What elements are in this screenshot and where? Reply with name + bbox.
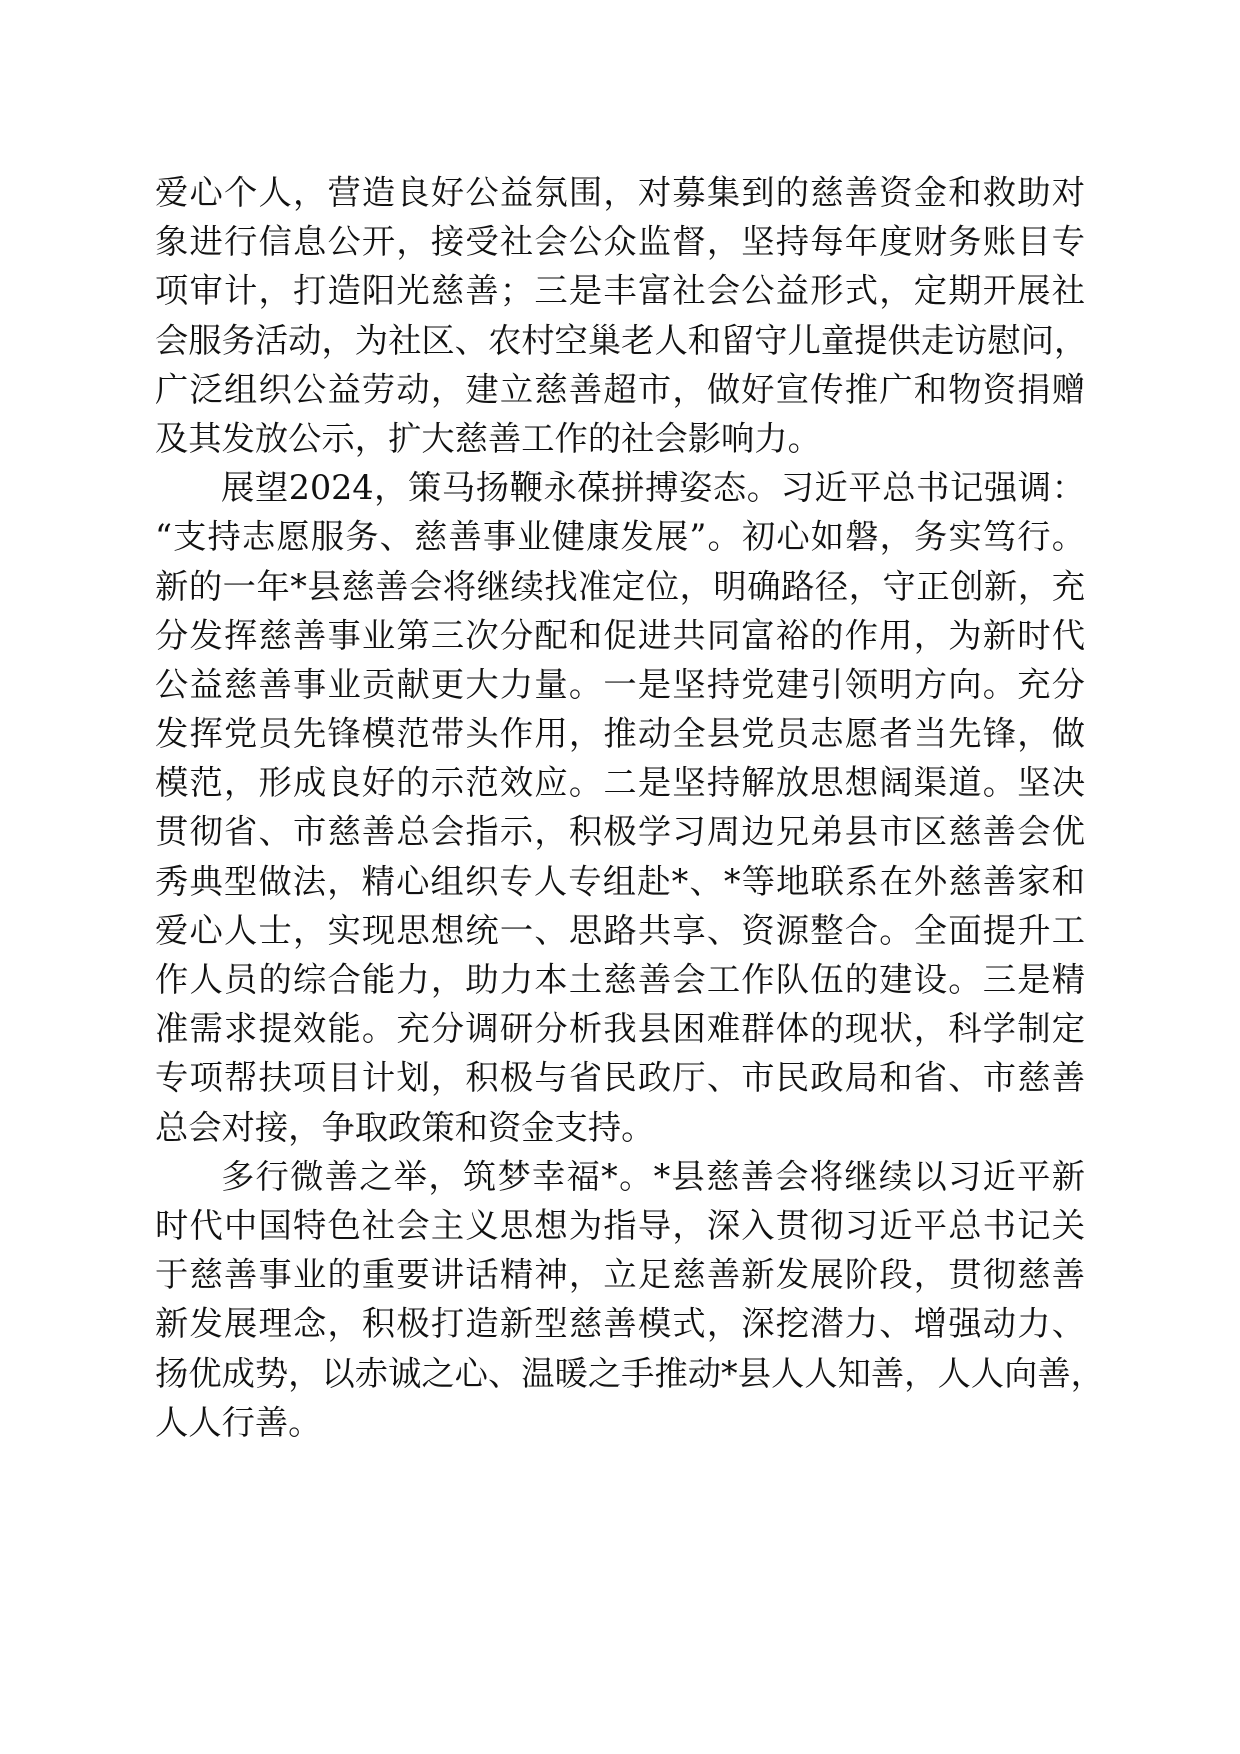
paragraph-line-6: 及其发放公示，扩大慈善工作的社会影响力。: [155, 418, 821, 458]
paragraph-line-14: 贯彻省、市慈善总会指示，积极学习周边兄弟县市区慈善会优: [155, 812, 1085, 852]
paragraph-line-24: 新发展理念，积极打造新型慈善模式，深挖潜力、增强动力、: [155, 1304, 1085, 1344]
paragraph-line-10: 分发挥慈善事业第三次分配和促进共同富裕的作用，为新时代: [155, 615, 1085, 655]
paragraph-line-22: 时代中国特色社会主义思想为指导，深入贯彻习近平总书记关: [155, 1205, 1085, 1245]
paragraph-line-26: 人人行善。: [155, 1402, 322, 1442]
paragraph-line-21: 多行微善之举，筑梦幸福*。*县慈善会将继续以习近平新: [221, 1156, 1085, 1196]
paragraph-line-12: 发挥党员先锋模范带头作用，推动全县党员志愿者当先锋，做: [155, 714, 1085, 754]
paragraph-line-25: 扬优成势，以赤诚之心、温暖之手推动*县人人知善，人人向善，: [155, 1353, 1104, 1393]
paragraph-line-9: 新的一年*县慈善会将继续找准定位，明确路径，守正创新，充: [155, 566, 1085, 606]
paragraph-line-4: 会服务活动，为社区、农村空巢老人和留守儿童提供走访慰问，: [155, 320, 1088, 360]
paragraph-line-11: 公益慈善事业贡献更大力量。一是坚持党建引领明方向。充分: [155, 664, 1085, 704]
document-body: [155, 168, 1104, 1447]
paragraph-line-15: 秀典型做法，精心组织专人专组赴*、*等地联系在外慈善家和: [155, 861, 1085, 901]
paragraph-line-23: 于慈善事业的重要讲话精神，立足慈善新发展阶段，贯彻慈善: [155, 1255, 1085, 1295]
paragraph-line-1: 爱心个人，营造良好公益氛围，对募集到的慈善资金和救助对: [155, 173, 1085, 212]
paragraph-line-16: 爱心人士，实现思想统一、思路共享、资源整合。全面提升工: [155, 910, 1085, 950]
paragraph-line-18: 准需求提效能。充分调研分析我县困难群体的现状，科学制定: [155, 1009, 1085, 1049]
paragraph-line-20: 总会对接，争取政策和资金支持。: [155, 1107, 655, 1147]
paragraph-line-7: 展望2024，策马扬鞭永葆拼搏姿态。习近平总书记强调：: [221, 468, 1085, 508]
paragraph-line-8: “支持志愿服务、慈善事业健康发展”。初心如磐，务实笃行。: [155, 517, 1085, 557]
paragraph-line-5: 广泛组织公益劳动，建立慈善超市，做好宣传推广和物资捐赠: [155, 369, 1085, 409]
paragraph-line-17: 作人员的综合能力，助力本土慈善会工作队伍的建设。三是精: [155, 960, 1085, 999]
paragraph-line-19: 专项帮扶项目计划，积极与省民政厅、市民政局和省、市慈善: [155, 1058, 1085, 1098]
paragraph-line-2: 象进行信息公开，接受社会公众监督，坚持每年度财务账目专: [155, 222, 1085, 262]
paragraph-line-3: 项审计，打造阳光慈善；三是丰富社会公益形式，定期开展社: [155, 271, 1085, 311]
paragraph-line-13: 模范，形成良好的示范效应。二是坚持解放思想阔渠道。坚决: [155, 763, 1085, 803]
